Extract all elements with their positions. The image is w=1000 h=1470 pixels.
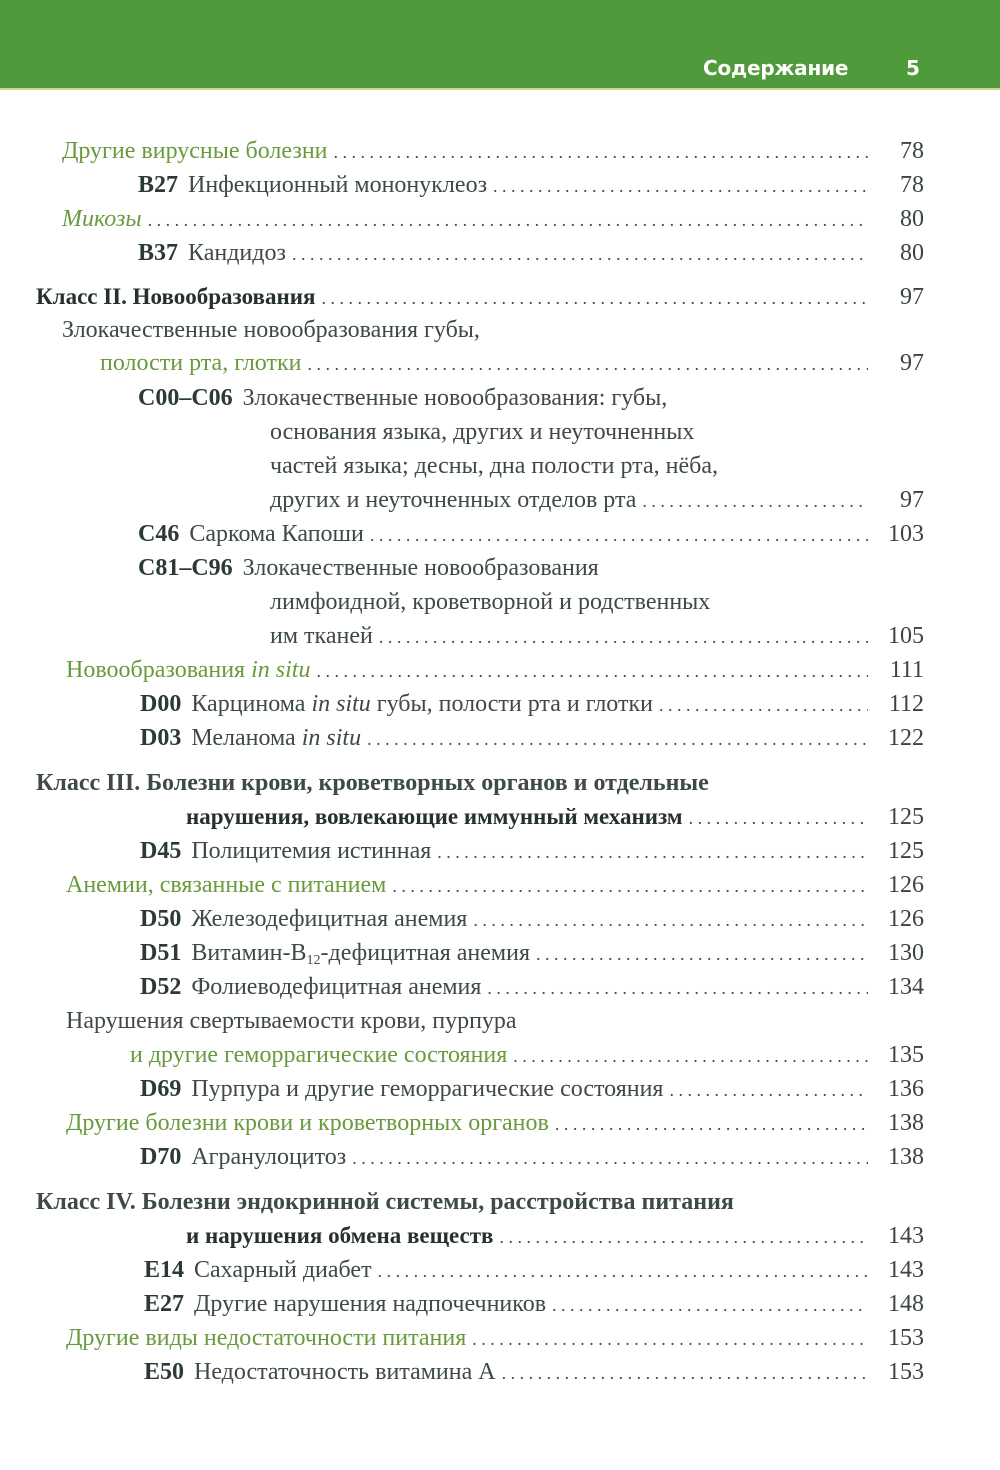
toc-entry-title: Саркома Капоши	[189, 521, 364, 547]
toc-entry[interactable]	[138, 517, 924, 551]
subscript: 12	[306, 953, 321, 968]
leader-dots	[536, 937, 868, 971]
toc-entry-title: Железодефицитная анемия	[191, 906, 468, 932]
toc-class-heading-line1: Класс III. Болезни крови, кроветворных органов и отдельные	[36, 770, 709, 796]
toc-entry[interactable]	[138, 236, 924, 270]
toc-page: 97	[900, 350, 924, 376]
toc-entry-title: и другие геморрагические состояния	[130, 1042, 508, 1068]
icd-code: E27	[144, 1291, 185, 1317]
toc-entry-title: Кандидоз	[188, 240, 286, 266]
toc-page: 138	[888, 1110, 924, 1136]
icd-code: D70	[140, 1144, 182, 1170]
toc-page: 78	[900, 172, 924, 198]
leader-dots	[292, 237, 868, 271]
toc-entry-title: Микозы	[62, 206, 142, 232]
toc-entry-title-line4: других и неуточненных отделов рта	[270, 487, 637, 513]
toc-class-heading[interactable]	[186, 800, 924, 834]
toc-entry-title: Другие нарушения надпочечников	[194, 1291, 547, 1317]
toc-page: 135	[888, 1042, 924, 1068]
icd-code: B27	[138, 172, 179, 198]
toc-page: 97	[900, 284, 924, 310]
toc-page: 143	[888, 1223, 924, 1249]
title-text: Витамин-B	[191, 940, 307, 966]
leader-dots	[513, 1039, 868, 1073]
icd-code: D51	[140, 940, 182, 966]
leader-dots	[321, 281, 868, 315]
toc-entry-title-line2: основания языка, других и неуточненных	[270, 419, 695, 445]
toc-entry-title-line3: частей языка; десны, дна полости рта, нёба,	[270, 453, 718, 479]
toc-page: 136	[888, 1076, 924, 1102]
toc-entry-title: Другие виды недостаточности питания	[66, 1325, 467, 1351]
leader-dots	[472, 1322, 868, 1356]
toc-page: 125	[888, 838, 924, 864]
toc-entry[interactable]	[140, 1072, 924, 1106]
leader-dots	[689, 801, 868, 835]
toc-entry[interactable]	[140, 970, 924, 1004]
title-italic: in situ	[251, 657, 311, 683]
toc-page: 112	[888, 691, 924, 717]
toc-entry-lastline[interactable]	[270, 619, 924, 653]
toc-page: 148	[888, 1291, 924, 1317]
title-text: Новообразования	[66, 657, 246, 683]
toc-class-heading[interactable]	[36, 280, 924, 314]
toc-page: 130	[888, 940, 924, 966]
leader-dots	[552, 1288, 868, 1322]
title-text: -дефицитная анемия	[320, 940, 530, 966]
toc-subsection-line1: Злокачественные новообразования губы,	[62, 317, 480, 343]
toc-page: 138	[888, 1144, 924, 1170]
toc-page: 143	[888, 1257, 924, 1283]
toc-entry[interactable]	[140, 687, 924, 721]
leader-dots	[379, 620, 868, 654]
toc-entry-title: Фолиеводефицитная анемия	[191, 974, 482, 1000]
toc-page: 78	[900, 138, 924, 164]
leader-dots	[659, 688, 868, 722]
icd-code: D03	[140, 725, 182, 751]
toc-entry[interactable]	[144, 1253, 924, 1287]
toc-page: 103	[888, 521, 924, 547]
toc-entry-title: нарушения, вовлекающие иммунный механизм	[186, 804, 683, 829]
icd-code: D52	[140, 974, 182, 1000]
leader-dots	[493, 169, 868, 203]
toc-entry[interactable]	[140, 721, 924, 755]
title-text: Карцинома	[191, 691, 306, 717]
leader-dots	[334, 135, 868, 169]
toc-entry-title	[191, 721, 361, 755]
toc-entry-title: Инфекционный мононуклеоз	[188, 172, 488, 198]
toc-subsection[interactable]	[130, 1038, 924, 1072]
leader-dots	[392, 869, 868, 903]
toc-subsection[interactable]	[62, 202, 924, 236]
leader-dots	[307, 347, 868, 381]
toc-entry-title-line2: лимфоидной, кроветворной и родственных	[270, 589, 711, 615]
icd-code: D00	[140, 691, 182, 717]
toc-entry[interactable]	[140, 834, 924, 868]
toc-entry[interactable]	[138, 168, 924, 202]
toc-page: 126	[888, 872, 924, 898]
toc-page: 97	[900, 487, 924, 513]
toc-page: 80	[900, 240, 924, 266]
leader-dots	[437, 835, 868, 869]
toc-entry-title	[66, 653, 310, 687]
toc-entry-title: Агранулоцитоз	[191, 1144, 347, 1170]
toc-entry-title: Другие вирусные болезни	[62, 138, 328, 164]
leader-dots	[148, 203, 868, 237]
toc-subsection[interactable]	[66, 1106, 924, 1140]
icd-code: C00–C06	[138, 385, 233, 411]
toc-entry-title: Полицитемия истинная	[191, 838, 432, 864]
toc-entry-lastline[interactable]	[270, 483, 924, 517]
toc-entry-title: Пурпура и другие геморрагические состояния	[191, 1076, 664, 1102]
toc-entry[interactable]	[140, 936, 924, 970]
leader-dots	[487, 971, 868, 1005]
toc-entry-title: Класс II. Новообразования	[36, 284, 316, 309]
icd-code: E14	[144, 1257, 185, 1283]
icd-code: C46	[138, 521, 180, 547]
icd-code: D69	[140, 1076, 182, 1102]
title-text: Меланома	[191, 725, 296, 751]
toc-entry[interactable]	[144, 1287, 924, 1321]
toc-entry[interactable]	[138, 551, 599, 585]
icd-code: B37	[138, 240, 179, 266]
toc-entry[interactable]	[140, 902, 924, 936]
toc-page: 122	[888, 725, 924, 751]
toc-page: 153	[888, 1359, 924, 1385]
icd-code: D50	[140, 906, 182, 932]
leader-dots	[502, 1356, 868, 1390]
leader-dots	[316, 654, 868, 688]
toc-page: 111	[889, 657, 924, 683]
toc-page: 105	[888, 623, 924, 649]
toc-entry-title-line1: Злокачественные новообразования: губы,	[242, 385, 668, 411]
leader-dots	[499, 1220, 868, 1254]
toc-entry-title: Другие болезни крови и кроветворных органов	[66, 1110, 549, 1136]
toc-entry[interactable]	[138, 381, 667, 415]
toc-entry-title: Сахарный диабет	[194, 1257, 372, 1283]
title-italic: in situ	[311, 691, 371, 717]
toc-entry[interactable]	[140, 1140, 924, 1174]
toc-entry-title: полости рта, глотки	[100, 350, 302, 376]
toc-page: 80	[900, 206, 924, 232]
toc-page: 134	[888, 974, 924, 1000]
toc-subsection[interactable]	[66, 868, 924, 902]
icd-code: E50	[144, 1359, 185, 1385]
leader-dots	[473, 903, 868, 937]
title-text: губы, полости рта и глотки	[376, 691, 653, 717]
leader-dots	[555, 1107, 868, 1141]
toc-class-heading-line1: Класс IV. Болезни эндокринной системы, расстройства питания	[36, 1189, 734, 1215]
running-header-title: Содержание	[703, 56, 849, 80]
leader-dots	[669, 1073, 868, 1107]
leader-dots	[370, 518, 868, 552]
toc-entry-title: и нарушения обмена веществ	[186, 1223, 494, 1248]
icd-code: D45	[140, 838, 182, 864]
toc-page: 153	[888, 1325, 924, 1351]
leader-dots	[642, 484, 868, 518]
toc-entry-title: Анемии, связанные с питанием	[66, 872, 387, 898]
toc-subsection[interactable]	[62, 134, 924, 168]
page-number: 5	[906, 56, 920, 80]
toc-page: 125	[888, 804, 924, 830]
toc-entry-title-line3: им тканей	[270, 623, 373, 649]
toc-entry-title: Недостаточность витамина А	[194, 1359, 496, 1385]
toc-page: 126	[888, 906, 924, 932]
leader-dots	[352, 1141, 868, 1175]
toc-subsection[interactable]	[66, 1321, 924, 1355]
toc-entry-title	[191, 687, 653, 721]
leader-dots	[378, 1254, 868, 1288]
icd-code: C81–C96	[138, 555, 233, 581]
toc-entry-title	[191, 936, 530, 970]
toc-entry-title-line1: Злокачественные новообразования	[242, 555, 599, 581]
header-bar	[0, 0, 1000, 90]
toc-class-heading[interactable]	[186, 1219, 924, 1253]
toc-entry[interactable]	[144, 1355, 924, 1389]
toc-subsection-line1: Нарушения свертываемости крови, пурпура	[66, 1008, 517, 1034]
toc-subsection[interactable]	[100, 346, 924, 380]
toc-subsection[interactable]	[66, 653, 924, 687]
title-italic: in situ	[301, 725, 362, 751]
leader-dots	[367, 722, 868, 756]
